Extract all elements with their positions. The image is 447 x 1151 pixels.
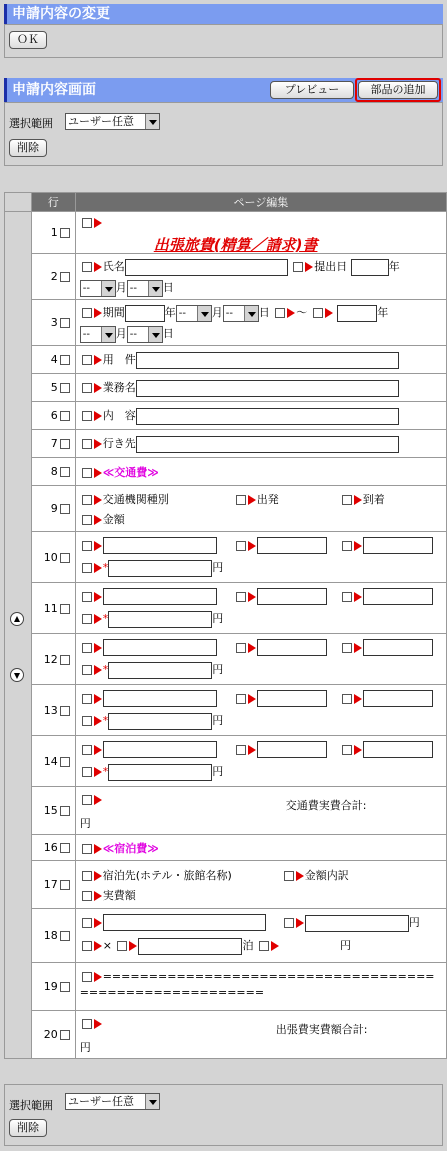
marker-icon <box>94 665 102 675</box>
row-content: * 円 <box>75 634 446 685</box>
bottom-selection-panel <box>4 1084 443 1146</box>
item-checkbox[interactable] <box>82 614 92 624</box>
marker-icon <box>94 468 102 478</box>
departure-field[interactable] <box>257 690 327 707</box>
nights-field[interactable] <box>138 938 242 955</box>
row-content: 宿泊先(ホテル・旅館名称) 金額内訳 実費額 <box>75 861 446 909</box>
item-checkbox[interactable] <box>236 745 246 755</box>
separator-line: ======================================================== <box>79 970 435 999</box>
row-checkbox[interactable] <box>60 553 70 563</box>
arrival-field[interactable] <box>363 639 433 656</box>
row-content <box>75 1011 446 1059</box>
item-checkbox[interactable] <box>82 694 92 704</box>
transport-type-field[interactable] <box>103 639 217 656</box>
row-content: 業務名 <box>75 374 446 402</box>
business-field[interactable] <box>136 380 399 397</box>
row-checkbox[interactable] <box>60 655 70 665</box>
row-content: * 円 <box>75 583 446 634</box>
item-checkbox[interactable] <box>82 871 92 881</box>
row-checkbox[interactable] <box>60 806 70 816</box>
marker-icon <box>94 262 102 272</box>
amount-detail-field[interactable] <box>305 915 409 932</box>
row-number: 16 <box>31 835 75 861</box>
marker-icon <box>94 643 102 653</box>
item-checkbox[interactable] <box>82 541 92 551</box>
row-content: * 円 <box>75 736 446 787</box>
transport-section-label: ≪交通費≫ <box>102 466 159 479</box>
row-number: 6 <box>31 402 75 430</box>
row-number: 8 <box>31 458 75 486</box>
row-number: 20 <box>31 1011 75 1059</box>
item-checkbox[interactable] <box>82 308 92 318</box>
item-checkbox[interactable] <box>82 495 92 505</box>
item-checkbox[interactable] <box>82 1019 92 1029</box>
side-header <box>5 193 32 212</box>
row-number: 13 <box>31 685 75 736</box>
item-checkbox[interactable] <box>82 844 92 854</box>
item-checkbox[interactable] <box>82 795 92 805</box>
marker-icon <box>325 308 333 318</box>
amount-field[interactable] <box>108 764 212 781</box>
arrow-up-icon[interactable] <box>10 612 24 626</box>
item-checkbox[interactable] <box>313 308 323 318</box>
item-checkbox[interactable] <box>82 355 92 365</box>
item-checkbox[interactable] <box>117 941 127 951</box>
transport-row <box>5 532 447 583</box>
marker-icon <box>94 972 102 982</box>
marker-icon <box>305 262 313 272</box>
amount-field[interactable] <box>108 662 212 679</box>
delete-button[interactable]: 削除 <box>9 1119 47 1137</box>
row-number: 9 <box>31 486 75 532</box>
destination-field[interactable] <box>136 436 399 453</box>
row-checkbox[interactable] <box>60 318 70 328</box>
preview-button[interactable]: プレビュー <box>270 81 354 99</box>
marker-icon <box>248 745 256 755</box>
marker-icon <box>248 495 256 505</box>
transport-row <box>5 583 447 634</box>
marker-icon <box>296 871 304 881</box>
marker-icon <box>129 941 137 951</box>
item-checkbox[interactable] <box>259 941 269 951</box>
ok-panel <box>4 24 443 58</box>
day-select[interactable]: -- <box>127 280 163 297</box>
marker-icon <box>94 563 102 573</box>
row-content: 円 × 泊 円 <box>75 909 446 963</box>
row-number: 14 <box>31 736 75 787</box>
marker-icon <box>248 694 256 704</box>
col-edit-header: ページ編集 <box>75 193 446 212</box>
document-title: 出張旅費(精算／請求)書 <box>153 236 318 254</box>
row-content <box>75 787 446 835</box>
yen-label: 円 <box>79 817 91 830</box>
item-checkbox[interactable] <box>342 694 352 704</box>
item-checkbox[interactable] <box>82 515 92 525</box>
marker-icon <box>94 716 102 726</box>
marker-icon <box>248 592 256 602</box>
arrival-field[interactable] <box>363 741 433 758</box>
selection-label: 選択範囲 <box>9 1099 53 1112</box>
row-checkbox[interactable] <box>60 1030 70 1040</box>
row-content: 氏名 提出日 年 -- 月 -- 日 <box>75 254 446 300</box>
marker-icon <box>94 592 102 602</box>
marker-icon <box>94 383 102 393</box>
item-checkbox[interactable] <box>82 563 92 573</box>
item-checkbox[interactable] <box>82 411 92 421</box>
row-checkbox[interactable] <box>60 880 70 890</box>
arrow-down-icon[interactable] <box>10 668 24 682</box>
item-checkbox[interactable] <box>82 745 92 755</box>
departure-field[interactable] <box>257 639 327 656</box>
item-checkbox[interactable] <box>82 262 92 272</box>
marker-icon <box>94 871 102 881</box>
row-number: 7 <box>31 430 75 458</box>
item-checkbox[interactable] <box>82 383 92 393</box>
item-checkbox[interactable] <box>82 767 92 777</box>
arrival-field[interactable] <box>363 588 433 605</box>
marker-icon <box>94 495 102 505</box>
submit-year-field[interactable] <box>351 259 389 276</box>
row-number: 17 <box>31 861 75 909</box>
period-year-field[interactable] <box>125 305 165 322</box>
item-checkbox[interactable] <box>236 592 246 602</box>
row-content <box>75 963 446 1011</box>
transport-total-label: 交通費実費合計: <box>285 799 367 812</box>
chevron-down-icon <box>145 114 159 129</box>
yen-label: 円 <box>79 1041 91 1054</box>
row-content: 行き先 <box>75 430 446 458</box>
item-checkbox[interactable] <box>82 716 92 726</box>
item-checkbox[interactable] <box>236 694 246 704</box>
item-checkbox[interactable] <box>342 495 352 505</box>
item-checkbox[interactable] <box>342 745 352 755</box>
selection-label: 選択範囲 <box>9 117 53 130</box>
marker-icon <box>94 767 102 777</box>
item-checkbox[interactable] <box>82 972 92 982</box>
transport-type-field[interactable] <box>103 690 217 707</box>
transport-row <box>5 736 447 787</box>
row-number: 3 <box>31 300 75 346</box>
item-checkbox[interactable] <box>82 665 92 675</box>
row-checkbox[interactable] <box>60 706 70 716</box>
marker-icon <box>94 891 102 901</box>
row-number: 19 <box>31 963 75 1011</box>
row-number: 2 <box>31 254 75 300</box>
departure-field[interactable] <box>257 537 327 554</box>
item-checkbox[interactable] <box>293 262 303 272</box>
lodging-place-field[interactable] <box>103 914 266 931</box>
row-content: 内 容 <box>75 402 446 430</box>
add-part-button[interactable]: 部品の追加 <box>358 81 438 99</box>
month-select[interactable]: -- <box>176 305 212 322</box>
row-checkbox[interactable] <box>60 272 70 282</box>
row-content: * 円 <box>75 685 446 736</box>
marker-icon <box>94 411 102 421</box>
item-checkbox[interactable] <box>342 643 352 653</box>
row-number: 15 <box>31 787 75 835</box>
month-select[interactable]: -- <box>80 326 116 343</box>
arrival-field[interactable] <box>363 690 433 707</box>
row-checkbox[interactable] <box>60 439 70 449</box>
month-select[interactable]: -- <box>80 280 116 297</box>
row-number: 1 <box>31 212 75 254</box>
item-checkbox[interactable] <box>284 918 294 928</box>
marker-icon <box>271 941 279 951</box>
row-checkbox[interactable] <box>60 757 70 767</box>
departure-field[interactable] <box>257 588 327 605</box>
departure-field[interactable] <box>257 741 327 758</box>
item-checkbox[interactable] <box>82 918 92 928</box>
day-select[interactable]: -- <box>127 326 163 343</box>
row-checkbox[interactable] <box>60 604 70 614</box>
marker-icon <box>94 745 102 755</box>
row-checkbox[interactable] <box>60 467 70 477</box>
marker-icon <box>354 694 362 704</box>
subject-field[interactable] <box>136 352 399 369</box>
item-checkbox[interactable] <box>342 592 352 602</box>
content-field[interactable] <box>136 408 399 425</box>
item-checkbox[interactable] <box>342 541 352 551</box>
row-checkbox[interactable] <box>60 843 70 853</box>
marker-icon <box>248 643 256 653</box>
request-screen-title: 申請内容画面 <box>12 82 96 98</box>
selection-value: ユーザー任意 <box>68 1095 134 1108</box>
name-field[interactable] <box>125 259 288 276</box>
marker-icon <box>354 592 362 602</box>
row-checkbox[interactable] <box>60 411 70 421</box>
item-checkbox[interactable] <box>236 495 246 505</box>
row-number: 4 <box>31 346 75 374</box>
row-content <box>75 212 446 254</box>
marker-icon <box>287 308 295 318</box>
col-row-header: 行 <box>31 193 75 212</box>
marker-icon <box>296 918 304 928</box>
arrival-field[interactable] <box>363 537 433 554</box>
row-content: 用 件 <box>75 346 446 374</box>
marker-icon <box>354 745 362 755</box>
item-checkbox[interactable] <box>82 218 92 228</box>
delete-button[interactable]: 削除 <box>9 139 47 157</box>
row-content: 期間 年 -- 月 -- 日 ～ 年 -- 月 -- 日 <box>75 300 446 346</box>
row-checkbox[interactable] <box>60 383 70 393</box>
row-checkbox[interactable] <box>60 982 70 992</box>
marker-icon <box>94 844 102 854</box>
marker-icon <box>94 694 102 704</box>
marker-icon <box>94 614 102 624</box>
row-number: 11 <box>31 583 75 634</box>
page-edit-table <box>4 192 447 1059</box>
row-content <box>75 458 446 486</box>
chevron-down-icon <box>145 1094 159 1109</box>
ok-button[interactable]: ＯＫ <box>9 31 47 49</box>
selection-select[interactable] <box>65 1093 160 1110</box>
row-move-column <box>5 212 32 1059</box>
marker-icon <box>248 541 256 551</box>
transport-type-field[interactable] <box>103 537 217 554</box>
item-checkbox[interactable] <box>82 941 92 951</box>
transport-row <box>5 685 447 736</box>
marker-icon <box>94 218 102 228</box>
period-end-year-field[interactable] <box>337 305 377 322</box>
row-number: 18 <box>31 909 75 963</box>
row-checkbox[interactable] <box>60 931 70 941</box>
item-checkbox[interactable] <box>82 592 92 602</box>
marker-icon <box>354 643 362 653</box>
marker-icon <box>94 918 102 928</box>
row-content <box>75 835 446 861</box>
item-checkbox[interactable] <box>82 643 92 653</box>
row-checkbox[interactable] <box>60 504 70 514</box>
amount-field[interactable] <box>108 611 212 628</box>
row-checkbox[interactable] <box>60 228 70 238</box>
row-content: 交通機関種別 出発 到着 金額 <box>75 486 446 532</box>
item-checkbox[interactable] <box>275 308 285 318</box>
marker-icon <box>94 308 102 318</box>
row-number: 12 <box>31 634 75 685</box>
transport-row <box>5 634 447 685</box>
marker-icon <box>94 439 102 449</box>
item-checkbox[interactable] <box>82 439 92 449</box>
change-request-header: 申請内容の変更 <box>4 4 443 24</box>
amount-field[interactable] <box>108 713 212 730</box>
row-content: * 円 <box>75 532 446 583</box>
lodging-section-label: ≪宿泊費≫ <box>102 842 159 855</box>
row-checkbox[interactable] <box>60 355 70 365</box>
item-checkbox[interactable] <box>284 871 294 881</box>
day-select[interactable]: -- <box>223 305 259 322</box>
item-checkbox[interactable] <box>236 643 246 653</box>
item-checkbox[interactable] <box>82 468 92 478</box>
selection-value: ユーザー任意 <box>68 115 134 128</box>
item-checkbox[interactable] <box>236 541 246 551</box>
transport-type-field[interactable] <box>103 588 217 605</box>
selection-select[interactable] <box>65 113 160 130</box>
marker-icon <box>354 495 362 505</box>
marker-icon <box>354 541 362 551</box>
marker-icon <box>94 795 102 805</box>
marker-icon <box>94 1019 102 1029</box>
selection-panel <box>4 102 443 166</box>
marker-icon <box>94 515 102 525</box>
row-number: 10 <box>31 532 75 583</box>
marker-icon <box>94 941 102 951</box>
item-checkbox[interactable] <box>82 891 92 901</box>
marker-icon <box>94 541 102 551</box>
transport-type-field[interactable] <box>103 741 217 758</box>
marker-icon <box>94 355 102 365</box>
amount-field[interactable] <box>108 560 212 577</box>
travel-total-label: 出張費実費額合計: <box>275 1023 368 1036</box>
row-number: 5 <box>31 374 75 402</box>
